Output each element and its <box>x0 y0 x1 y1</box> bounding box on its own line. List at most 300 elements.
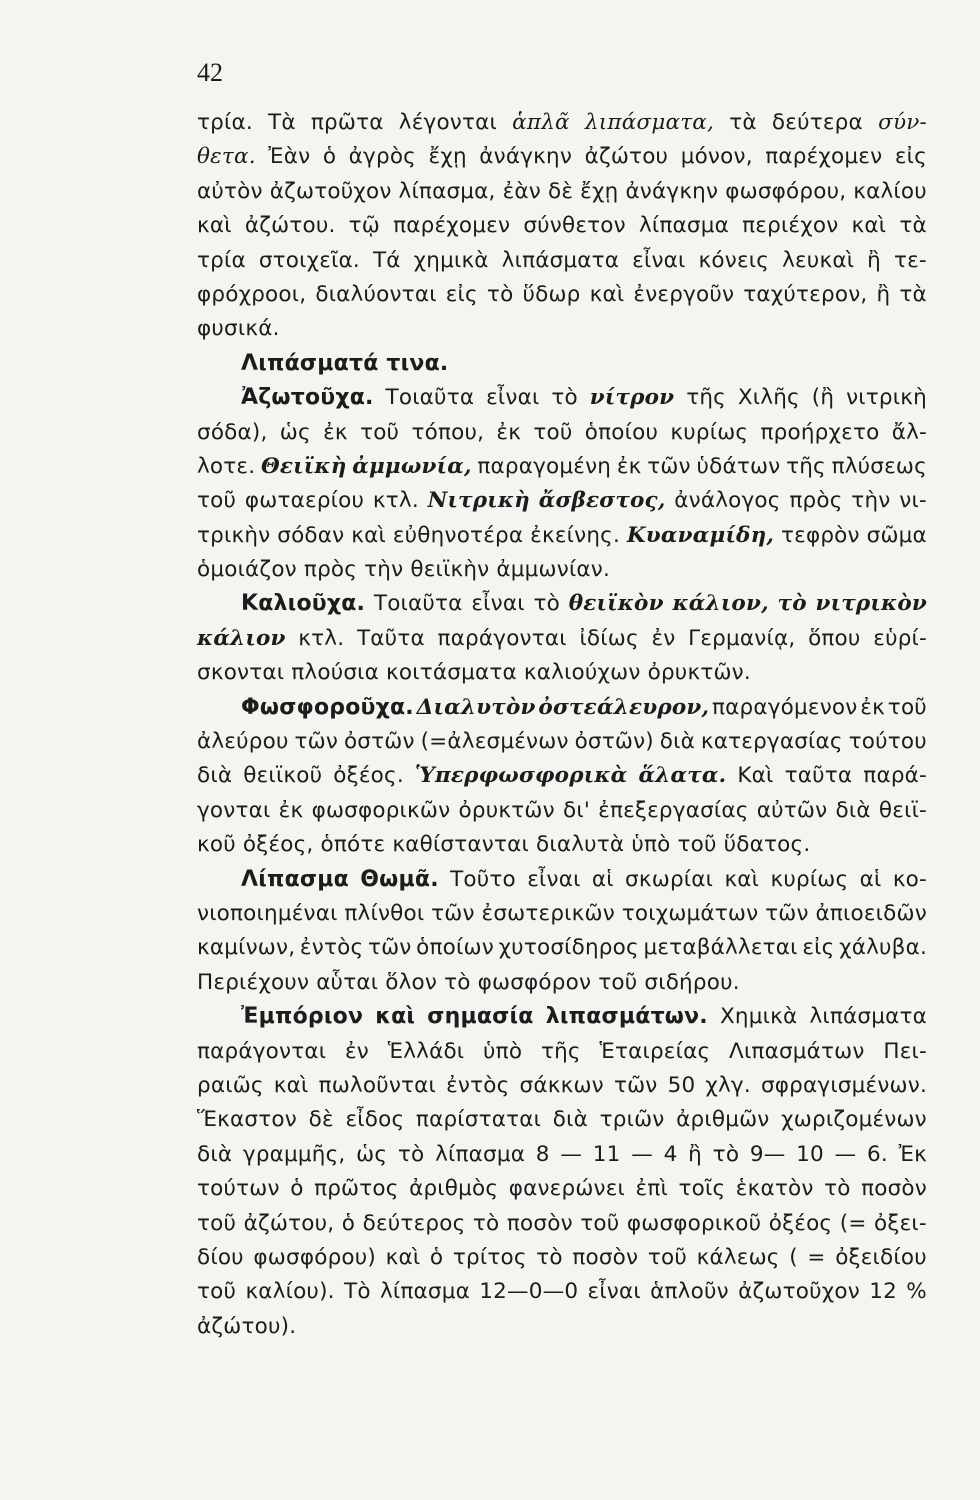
text-word: τὸ <box>472 1210 500 1236</box>
text-word: χυτοσίδηρος <box>498 935 639 961</box>
text-word: εἶναι <box>471 591 525 617</box>
text-word: τὸ <box>533 591 560 617</box>
text-word: Νιτρικὴ <box>427 488 530 514</box>
text-word: θειϊ- <box>878 797 927 823</box>
text-word: εἰς <box>445 281 478 307</box>
text-word: ὁποίων <box>416 935 494 961</box>
text-word: 9— <box>749 1141 786 1167</box>
text-line <box>197 1069 927 1103</box>
text-word: εἶδος <box>345 1107 405 1133</box>
text-word: ἐκ <box>323 419 348 445</box>
text-word: τῷ <box>348 213 380 239</box>
text-word: τῶν <box>613 1072 658 1098</box>
text-word: παράγονται <box>437 625 567 651</box>
text-word: ἐντὸς <box>299 935 364 961</box>
text-line <box>197 691 927 725</box>
text-word: τῶν <box>647 453 691 479</box>
text-word: ἐπὶ <box>635 1176 668 1202</box>
text-word: ὀξειδίου <box>835 1244 927 1270</box>
text-word: πλύσεως <box>831 453 927 479</box>
text-word: ὀστεάλευρον, <box>538 694 710 720</box>
text-word: σάκκων <box>519 1072 604 1098</box>
text-line <box>197 312 927 346</box>
text-word: μεταβάλλεται <box>643 935 798 961</box>
text-word: ἀζώτου. <box>244 213 336 239</box>
text-line <box>197 106 927 140</box>
text-word: ἐπεξεργασίας <box>598 797 749 823</box>
text-word: καὶ <box>197 213 232 239</box>
text-word: Ἐκ <box>898 1141 927 1167</box>
text-word: δίου <box>197 1244 244 1270</box>
text-word: νίτρον <box>589 385 675 411</box>
text-word: χωριζομένων <box>781 1107 927 1133</box>
text-word: ἀνάγκην <box>625 178 719 204</box>
text-word: λέγονται <box>398 110 498 135</box>
text-word: ἀζωτοῦχον <box>269 178 392 204</box>
text-word: τε- <box>893 247 927 273</box>
text-word: ὁ <box>429 1244 444 1270</box>
text-word: καὶ <box>589 281 625 307</box>
text-word: εἶναι <box>587 1279 641 1305</box>
text-word: τὸ <box>486 281 514 307</box>
text-word: μόνον, <box>680 144 753 170</box>
text-word: φωσφορικῶν <box>311 797 451 823</box>
text-word: λιπασμάτων. <box>545 1004 708 1030</box>
text-word: ἀζωτοῦχον <box>738 1279 860 1305</box>
text-word: λευκαὶ <box>782 247 855 273</box>
text-word: ἀμμωνία, <box>352 453 472 479</box>
text-line <box>197 794 927 828</box>
text-word: ὅπου <box>808 625 861 651</box>
text-word: Διαλυτὸν <box>416 694 536 720</box>
text-word: εἶναι <box>486 385 540 411</box>
text-word: εἰς <box>894 144 927 170</box>
text-word: γραμμῆς, <box>242 1141 346 1167</box>
text-word: — <box>560 1141 583 1167</box>
text-word: σῶμα <box>866 522 927 548</box>
text-word: ὀστῶν) <box>574 729 654 755</box>
text-word: ἢ <box>876 281 891 307</box>
text-line <box>197 725 927 759</box>
text-word: λιπάσματα, <box>584 110 715 135</box>
text-word: νιτρικὸν <box>815 591 927 617</box>
text-segment: ἀζώτου). <box>197 1313 297 1339</box>
text-word: τρία. <box>197 110 253 135</box>
text-word: παραγομένη <box>477 453 612 479</box>
text-word: ποσὸν <box>572 1244 639 1270</box>
text-word: Καλιοῦχα. <box>241 591 366 617</box>
text-word: διὰ <box>835 797 871 823</box>
text-word: περιέχον <box>742 213 839 239</box>
text-word: 6. <box>866 1141 888 1167</box>
text-word: τοῦ <box>197 1210 237 1236</box>
text-word: κόνεις <box>698 247 770 273</box>
text-line <box>197 1000 927 1034</box>
text-word: γονται <box>197 797 271 823</box>
text-word: ταῦτα <box>784 763 853 789</box>
text-word: κο- <box>892 866 927 892</box>
text-word: καμίνων, <box>197 935 296 961</box>
text-word: Πει- <box>883 1038 927 1064</box>
text-word: τῶν <box>294 729 339 755</box>
text-word: αἱ <box>591 866 614 892</box>
text-word: Ἕκαστον <box>197 1107 297 1133</box>
text-word: φρόχροοι, <box>197 281 307 307</box>
text-word: τὰ <box>729 110 757 135</box>
text-word: ἀζώτου <box>584 144 669 170</box>
text-word: παρίσταται <box>415 1107 542 1133</box>
text-word: = <box>807 1244 826 1270</box>
text-line <box>197 381 927 415</box>
text-word: τόπου, <box>411 419 485 445</box>
text-word: λίπασμα <box>435 1141 526 1167</box>
text-word: ἀλεύρου <box>197 729 289 755</box>
text-word: τὸ <box>824 1176 851 1202</box>
text-word: Γερμανίᾳ, <box>688 625 796 651</box>
text-line <box>197 1172 927 1206</box>
text-word: καὶ <box>273 1072 309 1098</box>
text-word: ( <box>789 1244 798 1270</box>
text-word: κάλιον, <box>672 591 769 617</box>
text-word: χάλυβα. <box>839 935 927 961</box>
text-word: Τὰ <box>268 110 296 135</box>
text-word: τριῶν <box>599 1107 665 1133</box>
text-word: Ἑταιρείας <box>599 1038 711 1064</box>
text-word: ἐντὸς <box>446 1072 510 1098</box>
text-word: (ἢ <box>811 385 835 411</box>
text-word: ἑκατὸν <box>735 1176 814 1202</box>
text-line <box>197 1138 927 1172</box>
text-word: λίπασμα, <box>398 178 496 204</box>
text-word: τούτων <box>197 1176 280 1202</box>
text-word: νιοποιημέναι <box>197 900 338 926</box>
text-word: πωλοῦνται <box>318 1072 437 1098</box>
text-word: ἅλατα. <box>638 763 727 789</box>
text-word: τὸ <box>536 1244 563 1270</box>
text-word: ἐκείνης. <box>530 522 621 548</box>
text-word: σφραγισμένων. <box>760 1072 927 1098</box>
text-word: Ἑλλάδι <box>387 1038 465 1064</box>
text-word: δεύτερος <box>362 1210 466 1236</box>
text-word: ἔχῃ <box>580 178 619 204</box>
text-word: εὑρί- <box>873 625 927 651</box>
text-word: κάλεως <box>696 1244 780 1270</box>
text-word: χημικὰ <box>413 247 489 273</box>
text-word: τεφρὸν <box>780 522 860 548</box>
text-line <box>197 1275 927 1309</box>
text-word: κατεργασίας <box>700 729 843 755</box>
text-line <box>197 759 927 793</box>
text-word: διὰ <box>197 1141 233 1167</box>
text-word: Φωσφοροῦχα. <box>241 694 414 720</box>
text-word: Χημικὰ <box>719 1004 798 1030</box>
text-word: σόδαν <box>277 522 345 548</box>
text-word: ἄλ- <box>891 419 927 445</box>
text-line <box>197 519 927 553</box>
text-word: λιπάσματα <box>501 247 620 273</box>
text-line <box>197 863 927 897</box>
text-word: φανερώνει <box>508 1176 626 1202</box>
text-line <box>197 1035 927 1069</box>
text-word: κτλ. <box>298 625 345 651</box>
text-word: πρὸς <box>789 488 843 514</box>
text-line <box>197 140 927 174</box>
text-word: ὁ <box>290 1176 304 1202</box>
text-word: ἁπλᾶ <box>512 110 570 135</box>
text-word: διὰ <box>552 1107 588 1133</box>
text-line <box>197 828 927 862</box>
text-line <box>197 931 927 965</box>
text-word: Τοῦτο <box>450 866 516 892</box>
text-word: ὡς <box>356 1141 388 1167</box>
text-word: — <box>834 1141 857 1167</box>
text-word: τοῦ <box>887 694 927 720</box>
text-word: διὰ <box>659 729 695 755</box>
text-line <box>197 416 927 450</box>
text-word: δὲ <box>547 178 574 204</box>
text-word: θειϊκοῦ <box>243 763 323 789</box>
text-word: 10 <box>796 1141 824 1167</box>
text-word: καὶ <box>351 522 386 548</box>
text-segment: Λιπάσματά τινα. <box>241 350 449 376</box>
text-word: ποσὸν <box>506 1210 573 1236</box>
text-word: ἐκ <box>278 797 304 823</box>
text-line <box>197 1310 927 1344</box>
text-word: κυρίως <box>770 866 849 892</box>
text-word: ταχύτερον, <box>743 281 868 307</box>
text-word: τοῦ <box>580 1210 620 1236</box>
text-word: τὰ <box>899 281 927 307</box>
text-word: χλγ. <box>705 1072 751 1098</box>
text-word: τοῦ <box>533 419 573 445</box>
text-word: ἢ <box>867 247 881 273</box>
text-word: παρέχομεν <box>765 144 883 170</box>
text-word: σημασία <box>427 1004 534 1030</box>
text-word: διαλύονται <box>315 281 437 307</box>
text-line <box>197 347 927 381</box>
text-word: ἀριθμὸς <box>409 1176 499 1202</box>
text-word: Ὑπερφωσφορικὰ <box>414 763 628 789</box>
text-word: ποσὸν <box>861 1176 927 1202</box>
text-word: καὶ <box>724 866 760 892</box>
text-word: λοτε. <box>197 453 256 479</box>
text-word: Καὶ <box>737 763 774 789</box>
text-word: τὸ <box>777 591 807 617</box>
text-word: Τά <box>372 247 401 273</box>
text-word: εὐθηνοτέρα <box>392 522 524 548</box>
text-word: ἐκ <box>496 419 522 445</box>
text-word: προήρχετο <box>760 419 880 445</box>
text-line <box>197 897 927 931</box>
text-word: τῶν <box>431 900 475 926</box>
text-word: 11 <box>592 1141 621 1167</box>
text-line <box>197 1241 927 1275</box>
text-word: ὁποίου <box>584 419 659 445</box>
text-word: φωταερίου <box>244 488 365 514</box>
text-word: Λιπασμάτων <box>729 1038 865 1064</box>
text-word: ὀξέος <box>768 1210 833 1236</box>
text-word: πρῶτα <box>310 110 384 135</box>
text-word: τοῦ <box>197 488 237 514</box>
text-word: αὐτὸν <box>197 178 263 204</box>
text-word: παραγόμενον <box>712 694 858 720</box>
text-word: % <box>906 1279 927 1305</box>
text-word: αὐτῶν <box>756 797 828 823</box>
text-word: τοῦ <box>360 419 400 445</box>
text-word: θετα. <box>197 144 256 170</box>
text-word: ὀρυκτῶν <box>458 797 555 823</box>
text-word: στοιχεῖα. <box>258 247 360 273</box>
text-word: Τὸ <box>344 1279 371 1305</box>
text-line <box>197 244 927 278</box>
text-word: τὸ <box>551 385 578 411</box>
text-word: νι- <box>899 488 927 514</box>
text-word: Λίπασμα <box>241 866 349 892</box>
text-word: τοιχωμάτων <box>621 900 759 926</box>
text-line <box>197 278 927 312</box>
text-word: πλίνθοι <box>344 900 425 926</box>
text-word: Ἐὰν <box>268 144 311 170</box>
text-word: ἢ <box>688 1141 702 1167</box>
text-word: φωσφόρου, <box>725 178 847 204</box>
text-segment: κοῦ ὀξέος, ὁπότε καθίστανται διαλυτὰ ὑπὸ τοῦ ὕδατος. <box>197 832 811 858</box>
text-word: Ἐμπόριον <box>241 1004 364 1030</box>
text-word: Ταῦτα <box>356 625 425 651</box>
text-line <box>197 1103 927 1137</box>
text-word: ἀνάλογος <box>674 488 781 514</box>
text-word: τρικὴν <box>197 522 271 548</box>
text-word: καλίου). <box>245 1279 335 1305</box>
text-line <box>197 553 927 587</box>
text-word: τῆς <box>540 1038 581 1064</box>
body-text <box>197 106 927 1344</box>
text-word: τὸ <box>397 1141 425 1167</box>
text-word: Χιλῆς <box>737 385 800 411</box>
text-word: ὁ <box>341 1210 356 1236</box>
text-word: εἶναι <box>632 247 686 273</box>
text-word: καὶ <box>375 1004 416 1030</box>
text-word: ὀστῶν <box>343 729 415 755</box>
text-segment: ὁμοιάζον πρὸς τὴν θειϊκὴν ἀμμωνίαν. <box>197 557 611 583</box>
text-word: τρία <box>197 247 246 273</box>
text-word: φωσφορικοῦ <box>626 1210 762 1236</box>
text-line <box>197 587 927 621</box>
text-word: 8 <box>535 1141 550 1167</box>
text-word: τοῦ <box>647 1244 687 1270</box>
text-word: λιπάσματα <box>809 1004 927 1030</box>
text-word: τὸ <box>712 1141 740 1167</box>
text-word: τὰ <box>899 213 927 239</box>
text-word: δι' <box>562 797 590 823</box>
text-word: νιτρικὴ <box>846 385 927 411</box>
text-word: ραιῶς <box>197 1072 264 1098</box>
text-word: Τοιαῦτα <box>385 385 475 411</box>
text-word: Θειϊκὴ <box>260 453 347 479</box>
text-word: ὀξει- <box>874 1210 927 1236</box>
text-line <box>197 450 927 484</box>
text-word: 12 <box>869 1279 897 1305</box>
text-word: δεύτερα <box>771 110 863 135</box>
text-line <box>197 1207 927 1241</box>
text-word: δὲ <box>308 1107 334 1133</box>
text-word: τῶν <box>765 900 809 926</box>
text-word: ὁ <box>322 144 337 170</box>
text-word: ἐν <box>344 1038 369 1064</box>
text-word: ὡς <box>279 419 311 445</box>
text-word: ἐν <box>651 625 676 651</box>
text-word: ἀγρὸς <box>348 144 416 170</box>
text-word: πρῶτος <box>314 1176 399 1202</box>
text-word: (=ἀλεσμένων <box>420 729 569 755</box>
text-word: τῶν <box>367 935 412 961</box>
text-word: σόδα), <box>197 419 268 445</box>
text-word: τοῦ <box>197 1279 237 1305</box>
text-word: καὶ <box>385 1244 421 1270</box>
text-word: ἁπλοῦν <box>650 1279 729 1305</box>
text-word: σκωρίαι <box>625 866 714 892</box>
text-word: τούτου <box>848 729 927 755</box>
text-word: ἀπιοειδῶν <box>815 900 927 926</box>
text-word: Τοιαῦτα <box>373 591 463 617</box>
text-word: αἱ <box>859 866 882 892</box>
text-word: τοῖς <box>678 1176 726 1202</box>
text-word: ἀζώτου, <box>243 1210 335 1236</box>
text-word: παρέχομεν <box>393 213 511 239</box>
text-word: ἐνεργοῦν <box>633 281 735 307</box>
text-word: τῆς <box>686 385 726 411</box>
text-word: ὑπὸ <box>483 1038 523 1064</box>
text-word: σύνθετον <box>523 213 626 239</box>
text-word: 12—0—0 <box>479 1279 579 1305</box>
text-line <box>197 656 927 690</box>
text-word: φωσφόρου) <box>253 1244 377 1270</box>
text-word: παράγονται <box>197 1038 327 1064</box>
text-word: κυρίως <box>670 419 749 445</box>
text-word: (= <box>839 1210 867 1236</box>
text-word: Κυαναμίδη, <box>626 522 775 548</box>
text-word: λίπασμα <box>639 213 729 239</box>
text-line <box>197 175 927 209</box>
text-line <box>197 622 927 656</box>
text-word: ἐσωτερικῶν <box>481 900 615 926</box>
text-line <box>197 209 927 243</box>
text-word: παρά- <box>863 763 927 789</box>
text-word: θειϊκὸν <box>568 591 664 617</box>
text-word: ἄσβεστος, <box>538 488 666 514</box>
text-word: εἰς <box>802 935 835 961</box>
text-word: ὀξέος. <box>333 763 404 789</box>
text-word: ἐκ <box>860 694 885 720</box>
text-word: ἀριθμῶν <box>676 1107 770 1133</box>
text-word: 50 <box>667 1072 696 1098</box>
text-word: τὴν <box>851 488 891 514</box>
text-word: — <box>631 1141 653 1167</box>
text-word: Θωμᾶ. <box>360 866 439 892</box>
text-word: ὕδωρ <box>522 281 581 307</box>
text-word: καὶ <box>851 213 887 239</box>
text-word: ἰδίως <box>579 625 639 651</box>
text-word: εἶναι <box>527 866 581 892</box>
text-word: ἐκ <box>616 453 642 479</box>
text-word: ἐὰν <box>502 178 541 204</box>
text-line <box>197 966 927 1000</box>
text-segment: φυσικά. <box>197 316 280 342</box>
text-word: κτλ. <box>372 488 419 514</box>
text-word: λίπασμα <box>379 1279 470 1305</box>
text-word: ὑδάτων <box>696 453 781 479</box>
text-segment: σκονται πλούσια κοιτάσματα καλιούχων ὀρυκτῶν. <box>197 660 751 686</box>
text-word: σύν- <box>878 110 927 135</box>
